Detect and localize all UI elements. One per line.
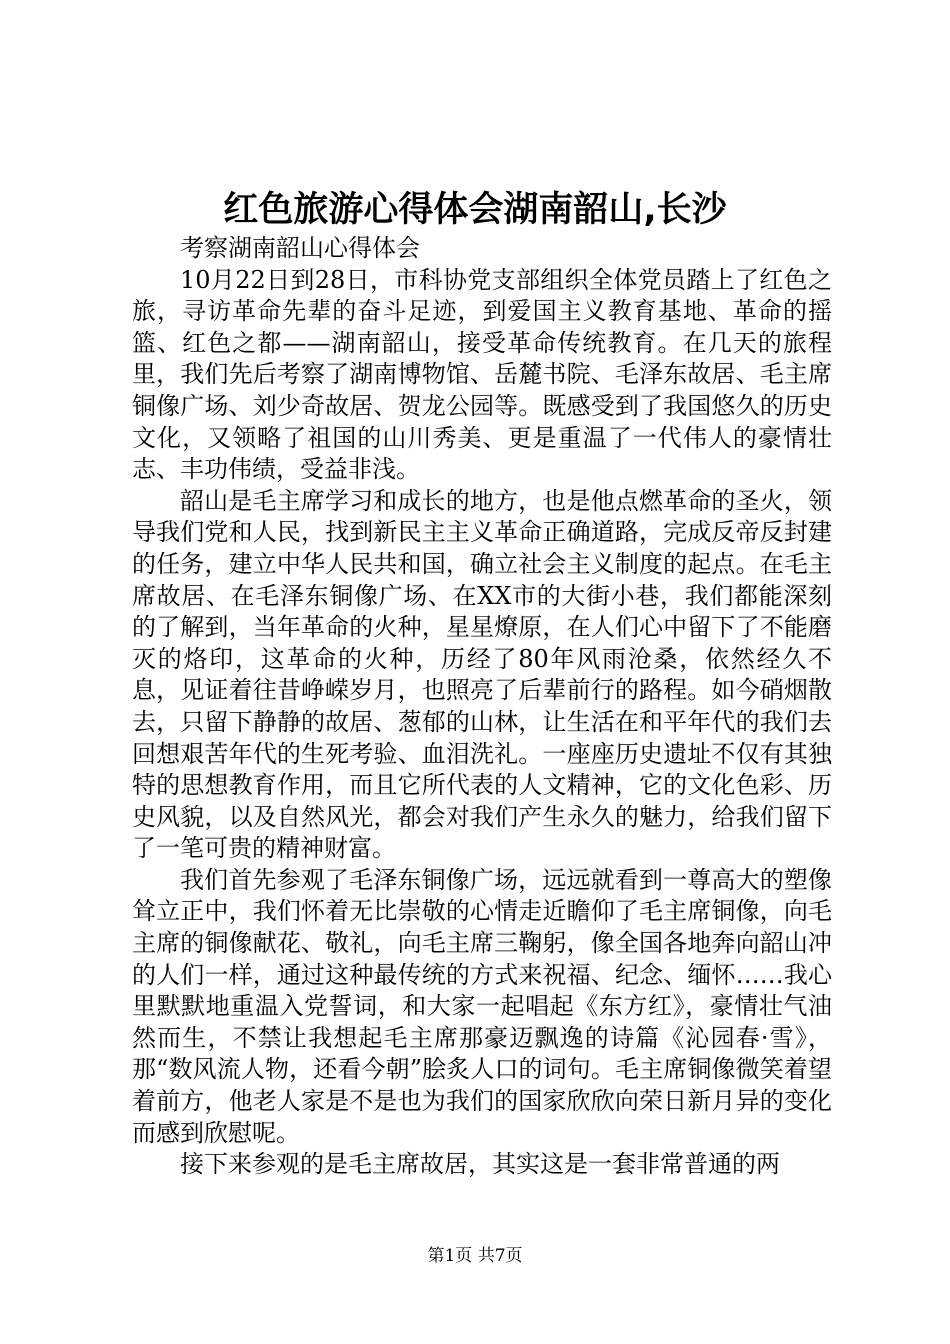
paragraph: 我们首先参观了毛泽东铜像广场，远远就看到一尊高大的塑像耸立正中，我们怀着无比崇敬的心情走近瞻仰了毛主席铜像，向毛主席的铜像献花、敬礼，向毛主席三鞠躬，像全国各地奔向韶山冲的人们一样，通过这种最传统的方式来祝福、纪念、缅怀……我心里默默地重温入党誓词，和大家一起唱起《东方红》，豪情壮气油然而生，不禁让我想起毛主席那豪迈飘逸的诗篇《沁园春·雪》，那“数风流人物，还看今朝”脍炙人口的词句。毛主席铜像微笑着望着前方，他老人家是不是也为我们的国家欣欣向荣日新月异的变化而感到欣慰呢。 <box>132 865 832 1147</box>
paragraph: 10月22日到28日，市科协党支部组织全体党员踏上了红色之旅，寻访革命先辈的奋斗足迹，到爱国主义教育基地、革命的摇篮、红色之都——湖南韶山，接受革命传统教育。在几天的旅程里，我们先后考察了湖南博物馆、岳麓书院、毛泽东故居、毛主席铜像广场、刘少奇故居、贺龙公园等。既感受到了我国悠久的历史文化，又领略了祖国的山川秀美、更是重温了一代伟人的豪情壮志、丰功伟绩，受益非浅。 <box>132 265 832 484</box>
paragraph: 接下来参观的是毛主席故居，其实这是一套非常普通的两 <box>180 1150 780 1179</box>
document-title: 红色旅游心得体会湖南韶山,长沙 <box>223 190 727 230</box>
page-number-footer: 第1页 共7页 <box>427 1246 523 1266</box>
paragraph-subtitle: 考察湖南韶山心得体会 <box>180 234 420 262</box>
paragraph: 韶山是毛主席学习和成长的地方，也是他点燃革命的圣火，领导我们党和人民，找到新民主主义革命正确道路，完成反帝反封建的任务，建立中华人民共和国，确立社会主义制度的起点。在毛主席故居、在毛泽东铜像广场、在XX市的大街小巷，我们都能深刻的了解到，当年革命的火种，星星燎原，在人们心中留下了不能磨灭的烙印，这革命的火种，历经了80年风雨沧桑，依然经久不息，见证着往昔峥嵘岁月，也照亮了后辈前行的路程。如今硝烟散去，只留下静静的故居、葱郁的山林，让生活在和平年代的我们去回想艰苦年代的生死考验、血泪洗礼。一座座历史遗址不仅有其独特的思想教育作用，而且它所代表的人文精神，它的文化色彩、历史风貌，以及自然风光，都会对我们产生永久的魅力，给我们留下了一笔可贵的精神财富。 <box>132 486 832 863</box>
document-body <box>132 233 832 1181</box>
